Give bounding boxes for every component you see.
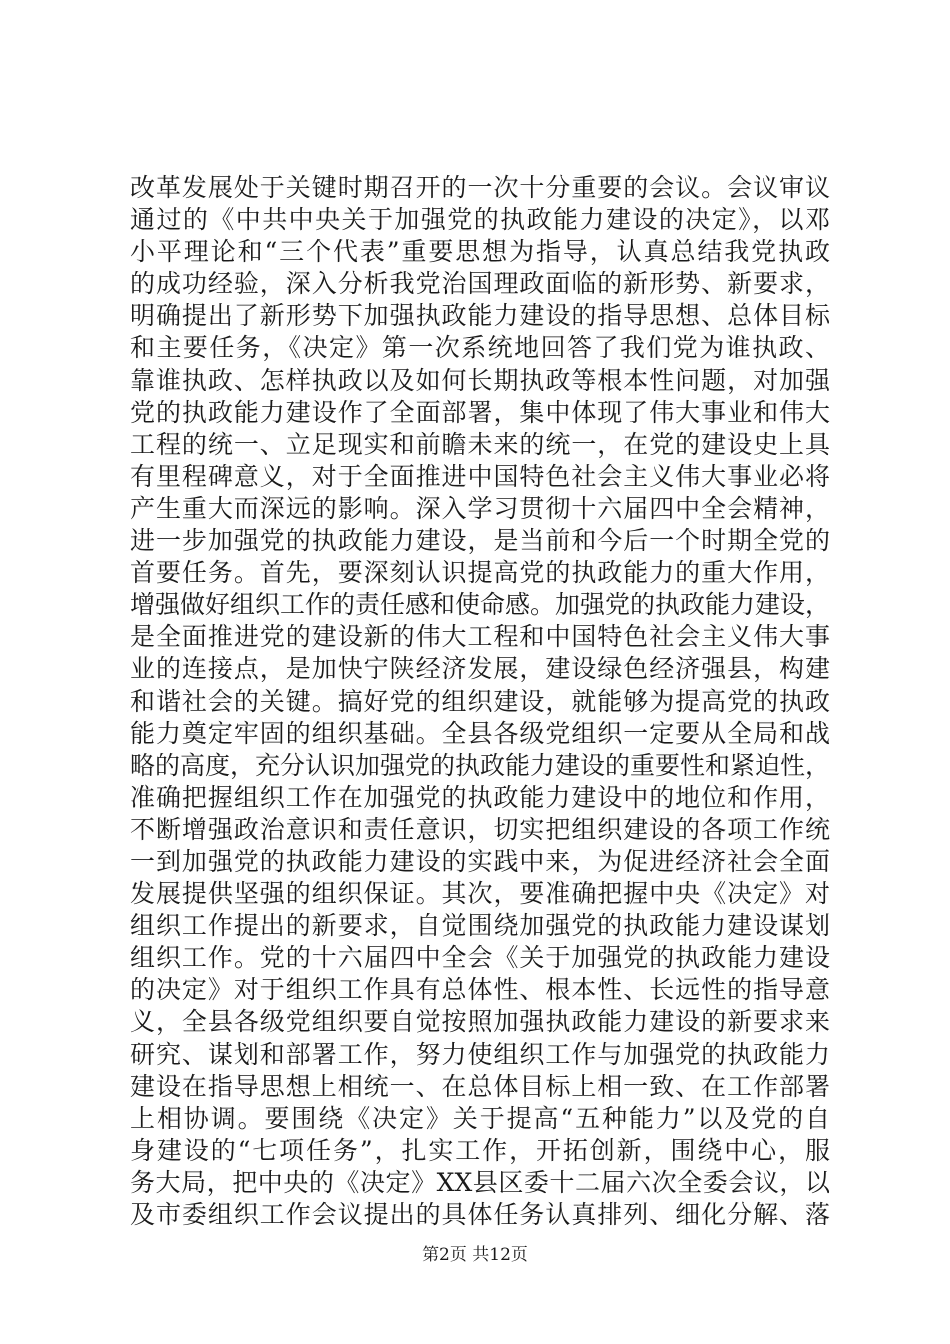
text-line: 略的高度，充分认识加强党的执政能力建设的重要性和紧迫性， <box>130 750 831 780</box>
body-text <box>130 172 830 1231</box>
text-line: 能力奠定牢固的组织基础。全县各级党组织一定要从全局和战 <box>130 718 830 748</box>
text-line: 义，全县各级党组织要自觉按照加强执政能力建设的新要求来 <box>130 1007 830 1037</box>
text-line: 务大局，把中央的《决定》XX县区委十二届六次全委会议，以 <box>130 1167 830 1197</box>
text-line: 建设在指导思想上相统一、在总体目标上相一致、在工作部署 <box>130 1071 830 1101</box>
text-line: 改革发展处于关键时期召开的一次十分重要的会议。会议审议 <box>130 173 830 202</box>
page-footer <box>0 1240 950 1265</box>
text-line: 首要任务。首先，要深刻认识提高党的执政能力的重大作用， <box>130 558 830 588</box>
text-line: 一到加强党的执政能力建设的实践中来，为促进经济社会全面 <box>130 846 830 876</box>
text-line: 和谐社会的关键。搞好党的组织建设，就能够为提高党的执政 <box>130 686 830 716</box>
text-line: 工程的统一、立足现实和前瞻未来的统一，在党的建设史上具 <box>130 429 830 459</box>
text-line: 产生重大而深远的影响。深入学习贯彻十六届四中全会精神， <box>130 493 830 523</box>
text-line: 进一步加强党的执政能力建设，是当前和今后一个时期全党的 <box>130 526 830 556</box>
text-line: 的决定》对于组织工作具有总体性、根本性、长远性的指导意 <box>130 975 830 1005</box>
text-line: 业的连接点，是加快宁陕经济发展，建设绿色经济强县，构建 <box>130 654 830 684</box>
text-line: 党的执政能力建设作了全面部署，集中体现了伟大事业和伟大 <box>130 397 830 427</box>
text-line: 和主要任务，《决定》第一次系统地回答了我们党为谁执政、 <box>130 333 830 363</box>
text-line: 是全面推进党的建设新的伟大工程和中国特色社会主义伟大事 <box>130 622 830 652</box>
text-line: 增强做好组织工作的责任感和使命感。加强党的执政能力建设， <box>130 590 831 620</box>
text-line: 发展提供坚强的组织保证。其次，要准确把握中央《决定》对 <box>130 879 830 909</box>
text-line: 上相协调。要围绕《决定》关于提高“五种能力”以及党的自 <box>130 1103 830 1133</box>
text-line: 通过的《中共中央关于加强党的执政能力建设的决定》，以邓 <box>130 205 830 235</box>
text-line: 准确把握组织工作在加强党的执政能力建设中的地位和作用， <box>130 782 830 812</box>
text-line: 身建设的“七项任务”，扎实工作，开拓创新，围绕中心，服 <box>130 1135 830 1165</box>
text-line: 明确提出了新形势下加强执政能力建设的指导思想、总体目标 <box>130 301 830 331</box>
text-line: 有里程碑意义，对于全面推进中国特色社会主义伟大事业必将 <box>130 461 830 491</box>
text-line: 的成功经验，深入分析我党治国理政面临的新形势、新要求， <box>130 269 830 299</box>
text-line: 及市委组织工作会议提出的具体任务认真排列、细化分解、落 <box>130 1200 830 1229</box>
text-line: 组织工作。党的十六届四中全会《关于加强党的执政能力建设 <box>130 943 830 973</box>
text-line: 小平理论和“三个代表”重要思想为指导，认真总结我党执政 <box>130 237 830 267</box>
text-line: 不断增强政治意识和责任意识，切实把组织建设的各项工作统 <box>130 814 830 844</box>
text-line: 靠谁执政、怎样执政以及如何长期执政等根本性问题，对加强 <box>130 365 830 395</box>
text-line: 组织工作提出的新要求，自觉围绕加强党的执政能力建设谋划 <box>130 911 830 941</box>
text-line: 研究、谋划和部署工作，努力使组织工作与加强党的执政能力 <box>130 1039 830 1069</box>
page-number-label: 第2页 共12页 <box>422 1245 528 1265</box>
